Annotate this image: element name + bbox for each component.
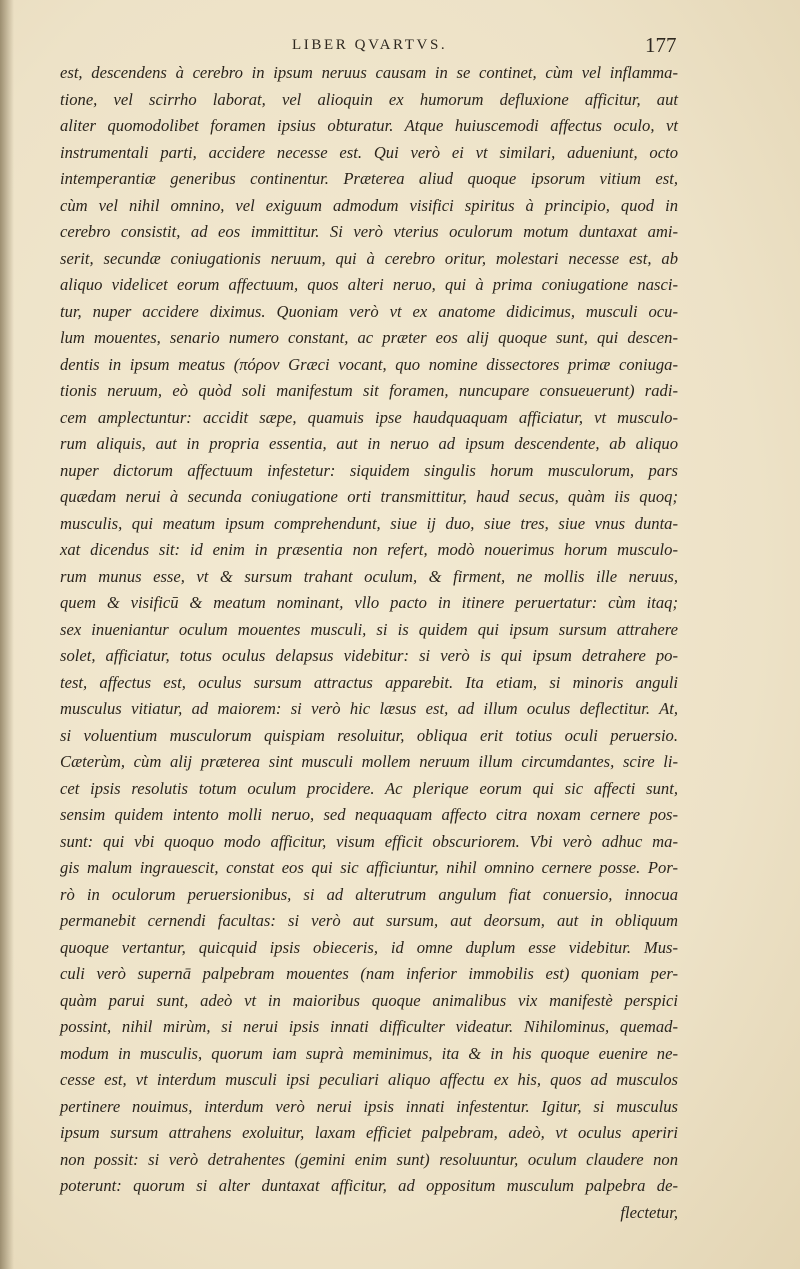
text-line: ipsum sursum attrahens exoluitur, laxam efficiet palpebram, adeò, vt oculus aperiri: [60, 1123, 678, 1142]
text-line: serit, secundæ coniugationis neruum, qui à cerebro oritur, molestari necesse est, ab: [60, 248, 678, 268]
text-line: sensim quidem intento molli neruo, sed nequaquam affecto citra noxam cernere pos-: [60, 805, 678, 824]
text-line: poterunt: quorum si alter duntaxat afficitur, ad oppositum musculum palpebra de-: [60, 1176, 678, 1195]
text-line: permanebit cernendi facultas: si verò aut sursum, aut deorsum, aut in obliquum: [60, 911, 678, 930]
text-line: nuper dictorum affectuum infestetur: siquidem singulis horum musculorum, pars: [60, 460, 678, 480]
text-line: tionis neruum, eò quòd soli manifestum sit foramen, nuncupare consueuerunt) radi-: [60, 381, 678, 400]
text-line: quem & visificū & meatum nominant, vllo pacto in itinere peruertatur: cùm itaq;: [60, 593, 678, 612]
text-line: dentis in ipsum meatus (πόρον Græci vocant, quo nomine dissectores primæ coniuga-: [60, 354, 678, 374]
text-line: aliquo videlicet eorum affectuum, quos alteri neruo, qui à prima coniugatione nasci-: [60, 275, 678, 294]
text-line: sunt: qui vbi quoquo modo afficitur, visum efficit obscuriorem. Vbi verò adhuc ma-: [60, 831, 678, 851]
text-line: test, affectus est, oculus sursum attractus apparebit. Ita etiam, si minoris anguli: [60, 672, 678, 692]
text-line: musculis, qui meatum ipsum comprehendunt, siue ij duo, siue tres, siue vnus dunta-: [60, 513, 678, 533]
running-head: [0, 33, 800, 57]
text-line: tur, nuper accidere diximus. Quoniam verò vt ex anatome didicimus, musculi ocu-: [60, 301, 678, 321]
text-line: quædam nerui à secunda coniugatione orti transmittitur, haud secus, quàm iis quoq;: [60, 487, 678, 506]
text-line: est, descendens à cerebro in ipsum neruus causam in se continet, cùm vel inflamma-: [60, 63, 678, 82]
text-line: solet, afficiatur, totus oculus delapsus videbitur: si verò is qui ipsum detrahere po-: [60, 646, 678, 665]
text-line: tione, vel scirrho laborat, vel alioquin ex humorum defluxione afficitur, aut: [60, 89, 678, 109]
text-line: cesse est, vt interdum musculi ipsi peculiari aliquo affectu ex his, quos ad musculos: [60, 1070, 678, 1089]
text-line: cùm vel nihil omnino, vel exiguum admodum visifici spiritus à principio, quod in: [60, 195, 678, 215]
text-line: cem amplectuntur: accidit sæpe, quamuis ipse haudquaquam afficiatur, vt musculo-: [60, 407, 678, 427]
text-line: Cæterùm, cùm alij præterea sint musculi mollem neruum illum circumdantes, scire li-: [60, 752, 678, 771]
text-line: rum munus esse, vt & sursum trahant oculum, & firment, ne mollis ille neruus,: [60, 566, 678, 586]
page-number: 177: [645, 33, 677, 57]
text-line: xat dicendus sit: id enim in præsentia non refert, modò nouerimus horum musculo-: [60, 540, 678, 559]
text-line: rum aliquis, aut in propria essentia, aut in neruo ad ipsum descendente, ab aliquo: [60, 434, 678, 453]
text-line: modum in musculis, quorum iam suprà meminimus, ita & in his quoque euenire ne-: [60, 1043, 678, 1063]
text-line: quoque vertantur, quicquid ipsis obieceris, id omne duplum esse videbitur. Mus-: [60, 937, 678, 957]
binding-shadow: [0, 0, 14, 1269]
text-line: lum mouentes, senario numero constant, ac præter eos alij quoque sunt, qui descen-: [60, 328, 678, 347]
text-line: instrumentali parti, accidere necesse est. Qui verò ei vt similari, adueniunt, octo: [60, 142, 678, 162]
text-line: possint, nihil mirùm, si nerui ipsis innati difficulter videatur. Nihilominus, quemad-: [60, 1017, 678, 1036]
text-line: flectetur,: [620, 1202, 678, 1222]
text-line: aliter quomodolibet foramen ipsius obturatur. Atque huiuscemodi affectus oculo, vt: [60, 116, 678, 135]
text-line: pertinere nouimus, interdum verò nerui ipsis innati infestentur. Igitur, si musculus: [60, 1096, 678, 1116]
running-title: LIBER QVARTVS.: [292, 37, 448, 53]
text-line: rò in oculorum peruersionibus, si ad alterutrum angulum fiat conuersio, innocua: [60, 884, 678, 904]
text-line: si voluentium musculorum quispiam resoluitur, obliqua erit totius oculi peruersio.: [60, 725, 678, 745]
text-line: intemperantiæ generibus continentur. Præterea aliud quoque ipsorum vitium est,: [60, 169, 678, 188]
text-line: cet ipsis resolutis totum oculum procidere. Ac plerique eorum qui sic affecti sunt,: [60, 778, 678, 798]
text-line: non possit: si verò detrahentes (gemini enim sunt) resoluuntur, oculum claudere non: [60, 1149, 678, 1169]
text-line: gis malum ingrauescit, constat eos qui sic afficiuntur, nihil omnino cernere posse. Por-: [60, 858, 678, 877]
text-line: sex inueniantur oculum mouentes musculi, si is quidem qui ipsum sursum attrahere: [60, 619, 678, 639]
text-line: quàm parui sunt, adeò vt in maioribus quoque animalibus vix manifestè perspici: [60, 990, 678, 1010]
text-line: culi verò supernā palpebram mouentes (nam inferior immobilis est) quoniam per-: [60, 964, 678, 983]
text-line: cerebro consistit, ad eos immittitur. Si verò vterius oculorum motum duntaxat ami-: [60, 222, 678, 241]
text-line: musculus vitiatur, ad maiorem: si verò hic læsus est, ad illum oculus deflectitur. At,: [60, 699, 678, 718]
